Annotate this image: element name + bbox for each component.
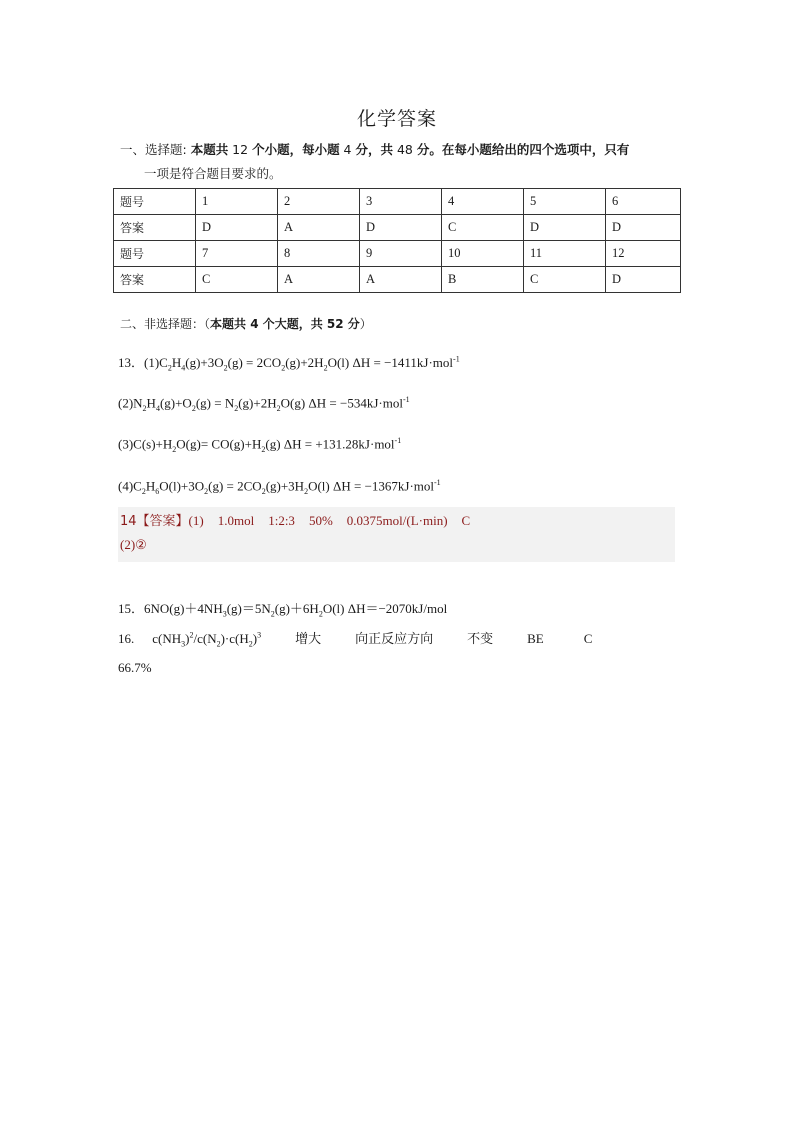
table-cell: 5 — [524, 189, 606, 215]
table-cell: D — [606, 215, 681, 241]
table-cell: 9 — [360, 241, 442, 267]
q16-answers: 16. $c(NH_3)^2/c(N_2)\cdot c(H_2)^3$ 增大 向正反应方向 不变 BE C — [118, 630, 593, 649]
q13-equation-4: $(4)C_2H_6O(l)+3O_2(g) = 2CO_2(g)+3H_2O(l) \Delta H = -1367kJ\cdot mol^{-1}$ — [118, 478, 441, 496]
table-cell: C — [196, 267, 278, 293]
table-row — [114, 241, 681, 267]
section1-line2: 一项是符合题目要求的。 — [144, 166, 282, 181]
page-title: 化学答案 — [356, 108, 437, 130]
table-cell: 4 — [442, 189, 524, 215]
table-row — [114, 189, 681, 215]
q15-equation: 15．$6NO(g)+4NH_3(g)=5N_2(g)+6H_2O(l)$ ΔH＝−2070kJ/mol — [118, 601, 448, 619]
table-cell: 答案 — [114, 215, 196, 241]
q14-line-2: (2)② — [120, 537, 147, 552]
table-cell: C — [524, 267, 606, 293]
table-cell: 答案 — [114, 267, 196, 293]
table-cell: 2 — [278, 189, 360, 215]
table-row — [114, 267, 681, 293]
table-cell: 11 — [524, 241, 606, 267]
answer-table — [113, 188, 681, 293]
table-cell: D — [360, 215, 442, 241]
table-cell: 3 — [360, 189, 442, 215]
table-cell: B — [442, 267, 524, 293]
q16-line-2: 66.7% — [118, 660, 152, 675]
table-cell: D — [606, 267, 681, 293]
table-cell: 6 — [606, 189, 681, 215]
section2-heading: 二、非选择题：（本题共 4 个大题，共 52 分） — [120, 317, 372, 331]
q13-equation-2: $(2)N_2H_4(g)+O_2(g) = N_2(g)+2H_2O(g) \Delta H = -534kJ\cdot mol^{-1}$ — [118, 395, 410, 413]
table-cell: A — [360, 267, 442, 293]
section1-line1: 一、选择题: 本题共 12 个小题，每小题 4 分，共 48 分。在每小题给出的四个选项中，只有 — [120, 142, 630, 157]
table-cell: 1 — [196, 189, 278, 215]
table-cell: D — [524, 215, 606, 241]
section1-instructions — [120, 138, 680, 186]
q13-equation-1: 13．$(1)C_2H_4(g)+3O_2(g) = 2CO_2(g)+2H_2O(l) \Delta H = -1411kJ\cdot mol^{-1}$ — [118, 354, 460, 373]
q13-equation-3: $(3)C(s)+H_2O(g)= CO(g)+H_2(g) \Delta H = +131.28kJ\cdot mol^{-1}$ — [118, 436, 402, 454]
table-cell: 题号 — [114, 189, 196, 215]
table-row — [114, 215, 681, 241]
q14-line-1: 14【答案】(1) 1.0mol 1:2:3 50% 0.0375mol/(L·min) C — [120, 513, 471, 529]
table-cell: D — [196, 215, 278, 241]
table-cell: A — [278, 215, 360, 241]
q14-answer-block — [118, 507, 675, 562]
table-cell: C — [442, 215, 524, 241]
table-cell: 8 — [278, 241, 360, 267]
table-cell: 12 — [606, 241, 681, 267]
table-cell: A — [278, 267, 360, 293]
table-cell: 10 — [442, 241, 524, 267]
table-cell: 题号 — [114, 241, 196, 267]
table-cell: 7 — [196, 241, 278, 267]
